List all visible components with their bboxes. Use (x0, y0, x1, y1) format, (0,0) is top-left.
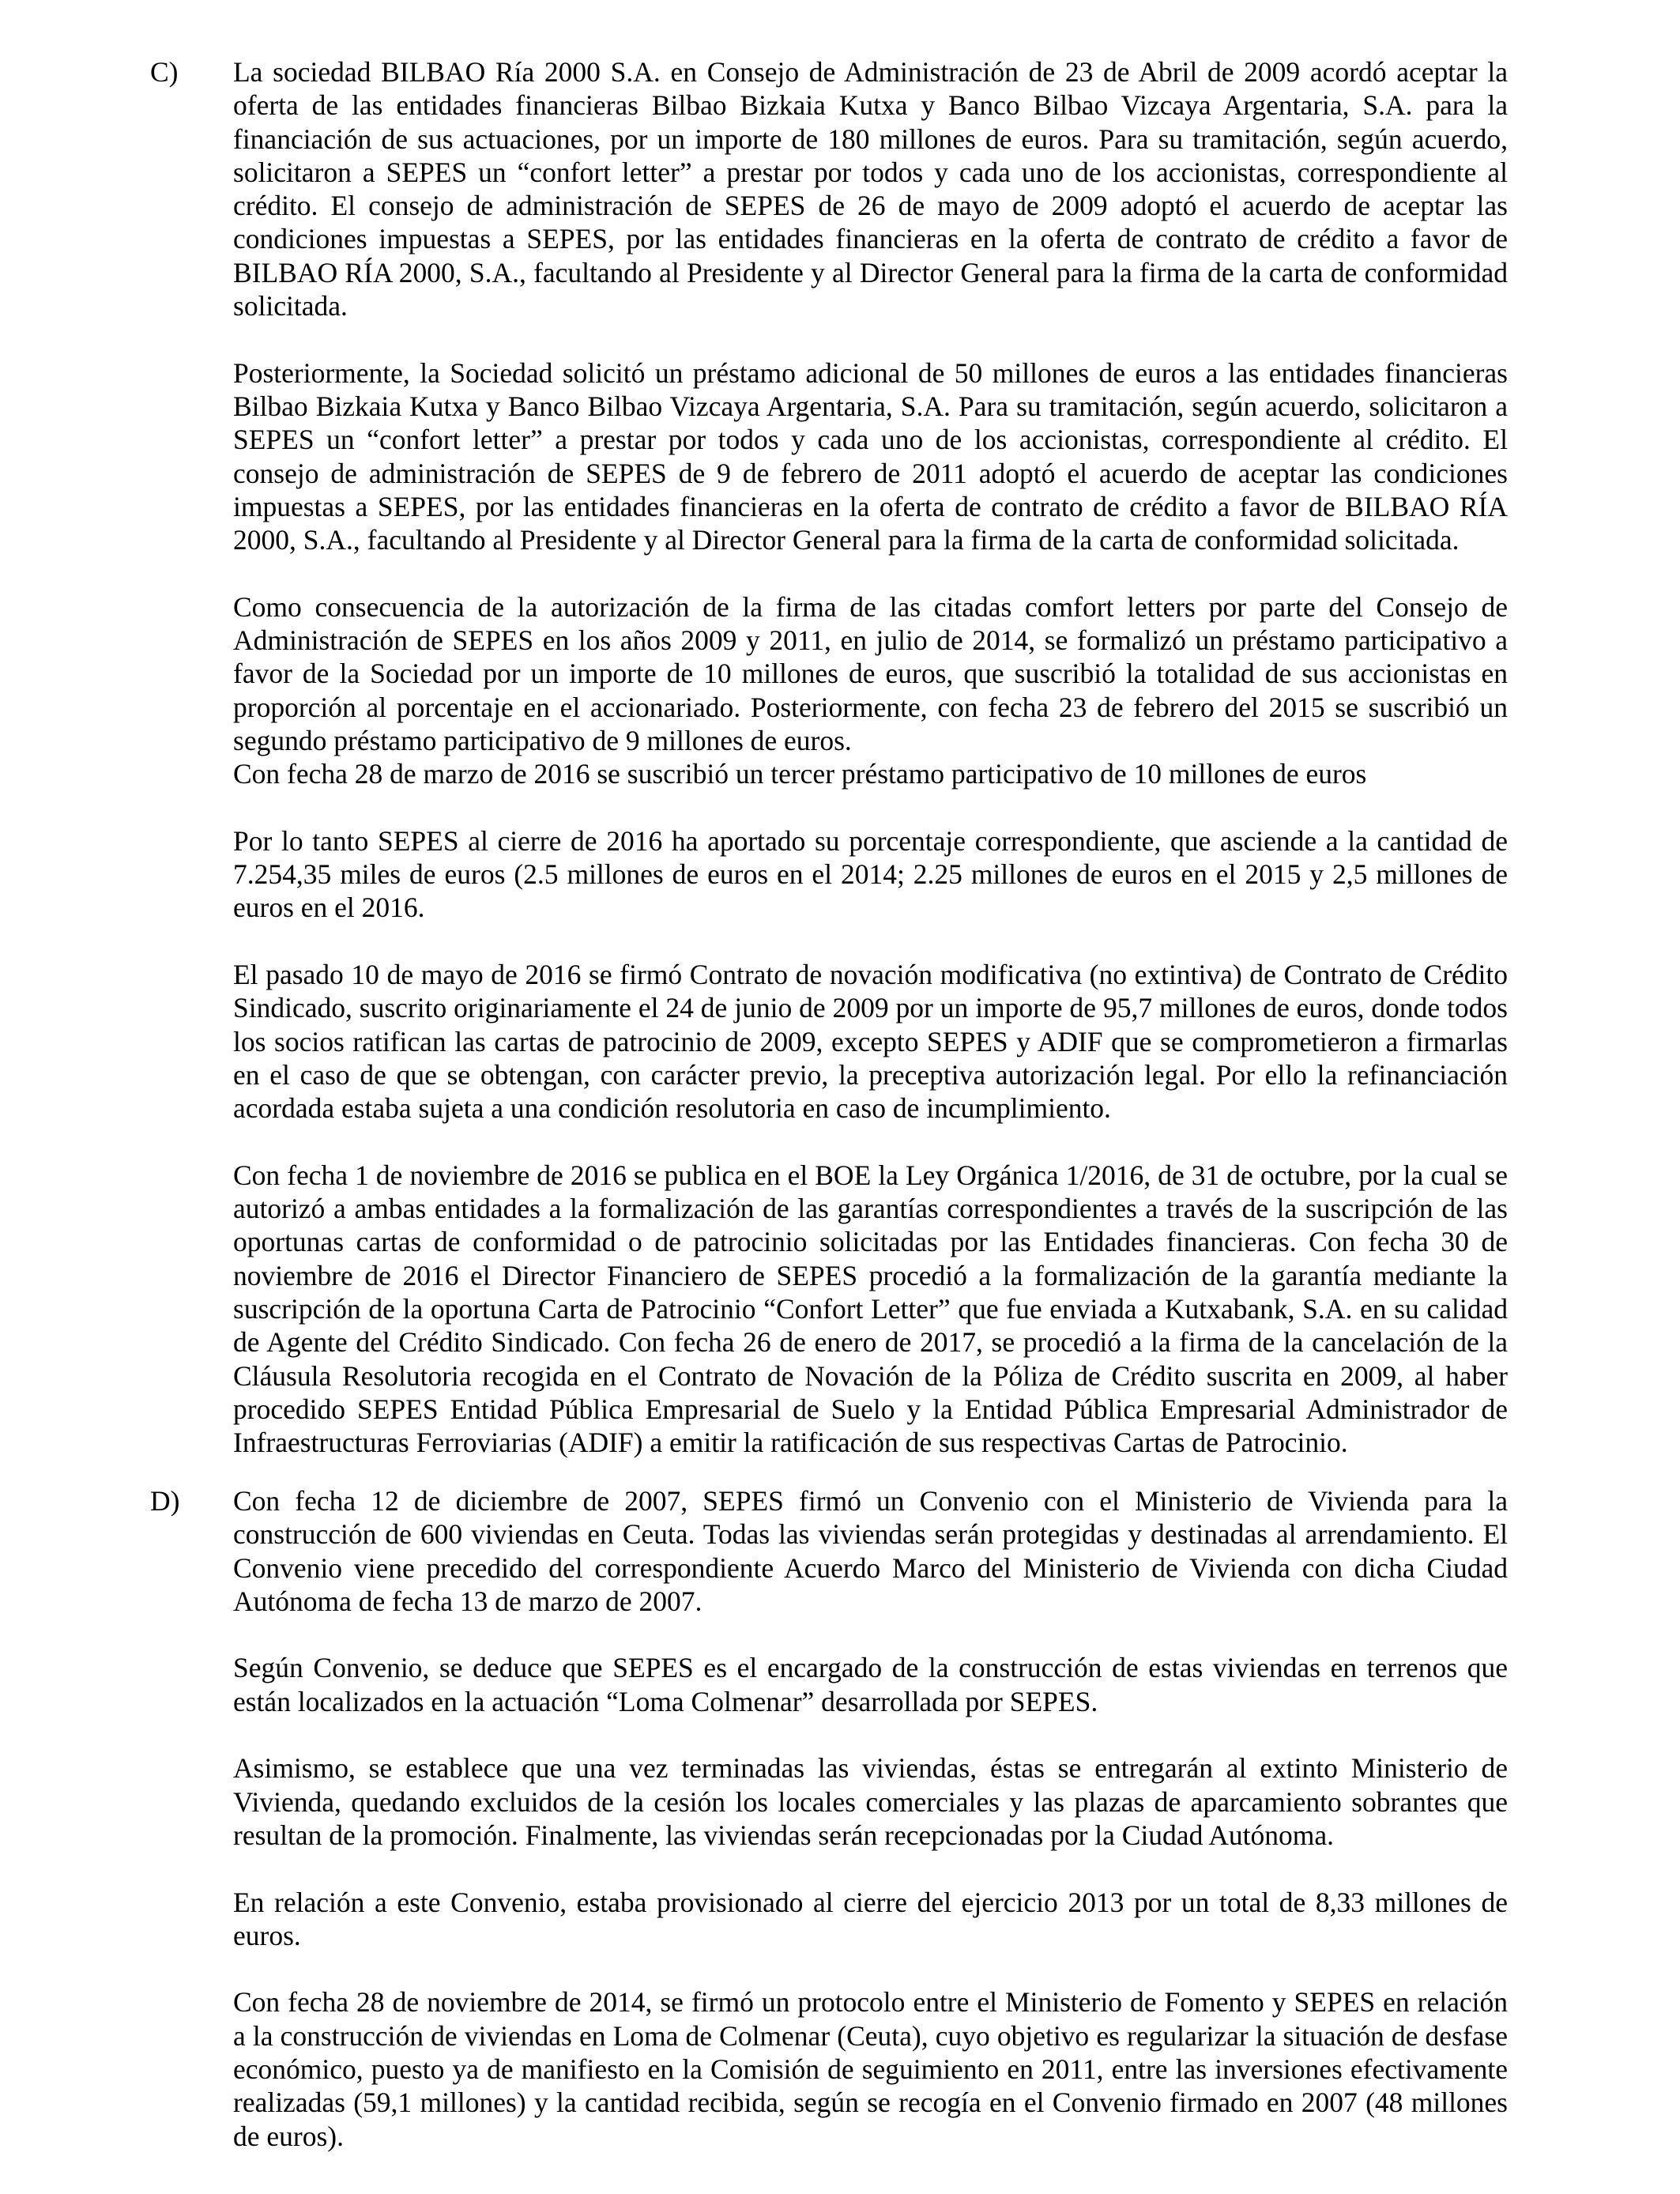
paragraph-c-7: Con fecha 1 de noviembre de 2016 se publica en el BOE la Ley Orgánica 1/2016, de 31 de octubre, por la cual se autorizó a ambas entidades a la formalización de las garantías correspondientes a través de la suscripción de las oportunas cartas de conformidad o de patrocinio solicitadas por las Entidades financieras. Con fecha 30 de noviembre de 2016 el Director Financiero de SEPES procedió a la formalización de la garantía mediante la suscripción de la oportuna Carta de Patrocinio “Confort Letter” que fue enviada a Kutxabank, S.A. en su calidad de Agente del Crédito Sindicado. Con fecha 26 de enero de 2017, se procedió a la firma de la cancelación de la Cláusula Resolutoria recogida en el Contrato de Novación de la Póliza de Crédito suscrita en 2009, al haber procedido SEPES Entidad Pública Empresarial de Suelo y la Entidad Pública Empresarial Administrador de Infraestructuras Ferroviarias (ADIF) a emitir la ratificación de sus respectivas Cartas de Patrocinio. (233, 1159, 1508, 1459)
paragraph-d-3: Asimismo, se establece que una vez terminadas las viviendas, éstas se entregarán al extinto Ministerio de Vivienda, quedando excluidos de la cesión los locales comerciales y las plazas de aparcamiento sobrantes que resultan de la promoción. Finalmente, las viviendas serán recepcionadas por la Ciudad Autónoma. (233, 1752, 1508, 1851)
section-c-label: C) (150, 56, 179, 88)
paragraph-d-1: Con fecha 12 de diciembre de 2007, SEPES firmó un Convenio con el Ministerio de Vivienda para la construcción de 600 viviendas en Ceuta. Todas las viviendas serán protegidas y destinadas al arrendamiento. El Convenio viene precedido del correspondiente Acuerdo Marco del Ministerio de Vivienda con dicha Ciudad Autónoma de fecha 13 de marzo de 2007. (233, 1485, 1508, 1617)
paragraph-c-1: La sociedad BILBAO Ría 2000 S.A. en Consejo de Administración de 23 de Abril de 2009 acordó aceptar la oferta de las entidades financieras Bilbao Bizkaia Kutxa y Banco Bilbao Vizcaya Argentaria, S.A. para la financiación de sus actuaciones, por un importe de 180 millones de euros. Para su tramitación, según acuerdo, solicitaron a SEPES un “confort letter” a prestar por todos y cada uno de los accionistas, correspondiente al crédito. El consejo de administración de SEPES de 26 de mayo de 2009 adoptó el acuerdo de aceptar las condiciones impuestas a SEPES, por las entidades financieras en la oferta de contrato de crédito a favor de BILBAO RÍA 2000, S.A., facultando al Presidente y al Director General para la firma de la carta de conformidad solicitada. (233, 56, 1508, 322)
paragraph-c-3: Como consecuencia de la autorización de la firma de las citadas comfort letters por parte del Consejo de Administración de SEPES en los años 2009 y 2011, en julio de 2014, se formalizó un préstamo participativo a favor de la Sociedad por un importe de 10 millones de euros, que suscribió la totalidad de sus accionistas en proporción al porcentaje en el accionariado. Posteriormente, con fecha 23 de febrero del 2015 se suscribió un segundo préstamo participativo de 9 millones de euros. (233, 590, 1508, 756)
paragraph-d-5: Con fecha 28 de noviembre de 2014, se firmó un protocolo entre el Ministerio de Fomento y SEPES en relación a la construcción de viviendas en Loma de Colmenar (Ceuta), cuyo objetivo es regularizar la situación de desfase económico, puesto ya de manifiesto en la Comisión de seguimiento en 2011, entre las inversiones efectivamente realizadas (59,1 millones) y la cantidad recibida, según se recogía en el Convenio firmado en 2007 (48 millones de euros). (233, 1986, 1508, 2152)
paragraph-d-4: En relación a este Convenio, estaba provisionado al cierre del ejercicio 2013 por un total de 8,33 millones de euros. (233, 1886, 1508, 1951)
paragraph-c-2: Posteriormente, la Sociedad solicitó un préstamo adicional de 50 millones de euros a las entidades financieras Bilbao Bizkaia Kutxa y Banco Bilbao Vizcaya Argentaria, S.A. Para su tramitación, según acuerdo, solicitaron a SEPES un “confort letter” a prestar por todos y cada uno de los accionistas, correspondiente al crédito. El consejo de administración de SEPES de 9 de febrero de 2011 adoptó el acuerdo de aceptar las condiciones impuestas a SEPES, por las entidades financieras en la oferta de contrato de crédito a favor de BILBAO RÍA 2000, S.A., facultando al Presidente y al Director General para la firma de la carta de conformidad solicitada. (233, 356, 1508, 556)
section-d-label: D) (150, 1485, 180, 1517)
paragraph-c-6: El pasado 10 de mayo de 2016 se firmó Contrato de novación modificativa (no extintiva) de Contrato de Crédito Sindicado, suscrito originariamente el 24 de junio de 2009 por un importe de 95,7 millones de euros, donde todos los socios ratifican las cartas de patrocinio de 2009, excepto SEPES y ADIF que se comprometieron a firmarlas en el caso de que se obtengan, con carácter previo, la preceptiva autorización legal. Por ello la refinanciación acordada estaba sujeta a una condición resolutoria en caso de incumplimiento. (233, 959, 1508, 1125)
paragraph-d-2: Según Convenio, se deduce que SEPES es el encargado de la construcción de estas viviendas en terrenos que están localizados en la actuación “Loma Colmenar” desarrollada por SEPES. (233, 1652, 1508, 1717)
section-d-body (233, 1484, 1508, 2153)
paragraph-c-5: Por lo tanto SEPES al cierre de 2016 ha aportado su porcentaje correspondiente, que asciende a la cantidad de 7.254,35 miles de euros (2.5 millones de euros en el 2014; 2.25 millones de euros en el 2015 y 2,5 millones de euros en el 2016. (233, 824, 1508, 924)
paragraph-c-4: Con fecha 28 de marzo de 2016 se suscribió un tercer préstamo participativo de 10 millones de euros (233, 758, 1367, 790)
section-c-body (233, 55, 1508, 1459)
